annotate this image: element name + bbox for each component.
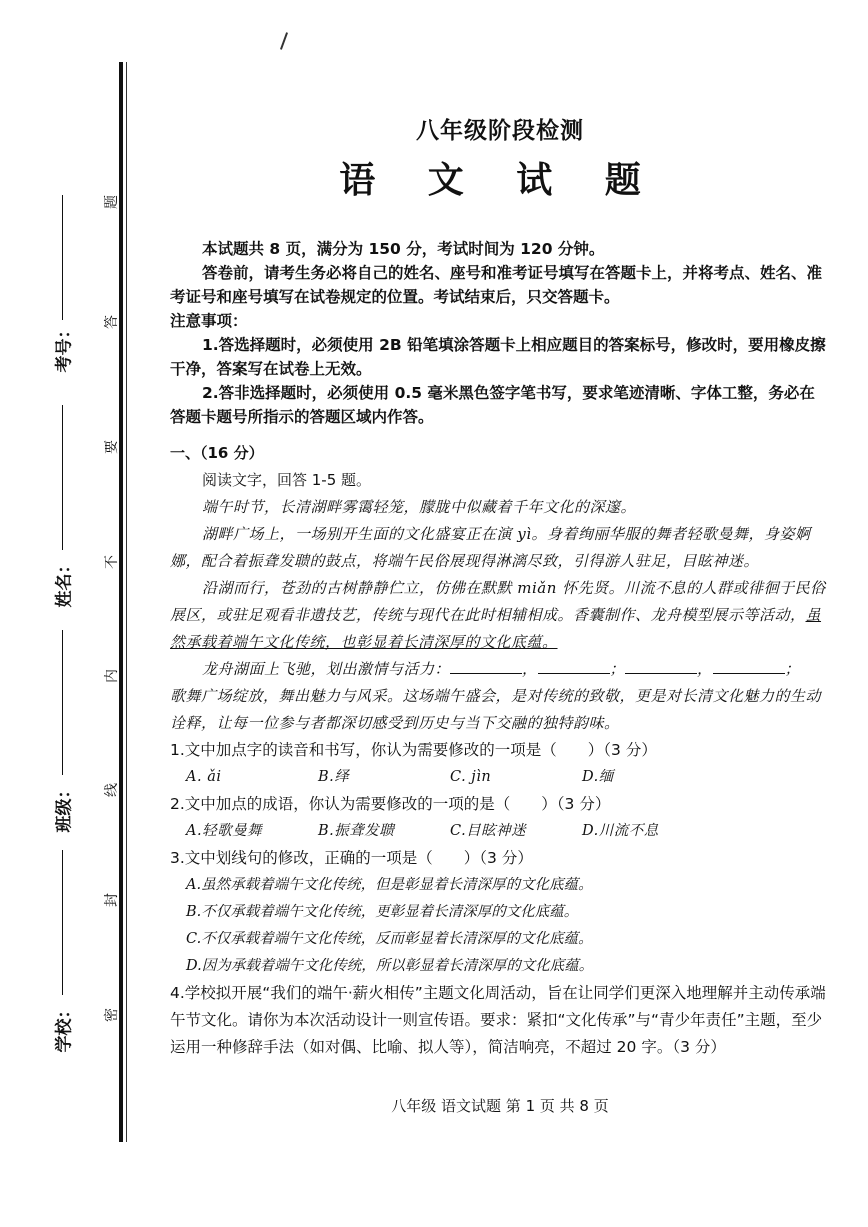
q3-option-c[interactable]: C.不仅承载着端午文化传统，反而彰显着长清深厚的文化底蕴。 <box>186 931 593 947</box>
note-1: 1.答选择题时，必须使用 2B 铅笔填涂答题卡上相应题目的答案标号，修改时，要用橡皮擦干净，答案写在试卷上无效。 <box>170 336 826 378</box>
note-2: 2.答非选择题时，必须使用 0.5 毫米黑色签字笔书写，要求笔迹清晰、字体工整，务必在答题卡题号所指示的答题区域内作答。 <box>170 384 815 426</box>
passage-para-1: 端午时节，长清湖畔雾霭轻笼，朦胧中似藏着千年文化的深邃。 <box>202 498 637 516</box>
name-line <box>62 405 63 550</box>
passage-para-4-lead: 龙舟湖面上飞驰，划出激情与活力： <box>202 660 451 678</box>
notes-title: 注意事项： <box>170 312 248 330</box>
passage-para-4-cont: 歌舞广场绽放，舞出魅力与风采。这场端午盛会，是对传统的致敬，更是对长清文化魅力的生动诠释，让每一位参与者都深切感受到历史与当下交融的独特韵味。 <box>170 687 822 732</box>
question-4: 4.学校拟开展“我们的端午·薪火相传”主题文化周活动，旨在让同学们更深入地理解并主动传承端午节文化。请你为本次活动设计一则宣传语。要求：紧扣“文化传承”与“青少年责任”主题，至少运用一种修辞手法（如对偶、比喻、拟人等），简洁响亮，不超过 20 字。（3 分） <box>170 984 826 1056</box>
school-line <box>62 850 63 995</box>
question-3: 3.文中划线句的修改，正确的一项是（ ）（3 分） <box>170 849 533 867</box>
class-line <box>62 630 63 775</box>
binding-word-5: 内 <box>104 669 120 683</box>
binding-word-8: 密 <box>104 1008 120 1022</box>
q1-option-c[interactable]: C. jìn <box>450 769 492 785</box>
section-instruction: 阅读文字，回答 1-5 题。 <box>202 471 372 489</box>
binding-word-2: 答 <box>104 315 120 329</box>
question-1: 1.文中加点字的读音和书写，你认为需要修改的一项是（ ）（3 分） <box>170 741 657 759</box>
exam-title: 语 文 试 题 <box>339 159 661 201</box>
q2-option-d[interactable]: D.川流不息 <box>582 823 659 839</box>
q3-option-b[interactable]: B.不仅承载着端午文化传统，更彰显着长清深厚的文化底蕴。 <box>186 904 579 920</box>
passage-para-2: 湖畔广场上，一场别开生面的文化盛宴正在演 yì。身着绚丽华服的舞者轻歌曼舞，身姿婀娜，配合着振聋发聩的鼓点，将端午民俗展现得淋漓尽致，引得游人驻足，目眩神迷。 <box>170 525 811 570</box>
q2-option-c[interactable]: C.目眩神迷 <box>450 823 527 839</box>
fill-blank-4[interactable] <box>713 659 785 674</box>
exam-subtitle: 八年级阶段检测 <box>416 117 584 144</box>
school-field <box>48 1001 78 1053</box>
page-footer: 八年级 语文试题 第 1 页 共 8 页 <box>391 1097 609 1115</box>
underlined-sentence: 虽然承载着端午文化传统，也彰显着长清深厚的文化底蕴。 <box>170 606 822 651</box>
exam-summary: 本试题共 8 页，满分为 150 分，考试时间为 120 分钟。 <box>202 240 605 258</box>
q1-option-b[interactable]: B.绎 <box>318 769 350 785</box>
name-field <box>48 556 78 608</box>
q3-option-a[interactable]: A.虽然承载着端午文化传统，但是彰显着长清深厚的文化底蕴。 <box>186 877 593 893</box>
binding-word-3: 要 <box>104 440 120 454</box>
binding-word-6: 线 <box>104 783 120 797</box>
binding-word-1: 题 <box>104 195 120 209</box>
binding-line <box>119 62 123 1142</box>
question-2-options <box>170 818 830 845</box>
question-2: 2.文中加点的成语，你认为需要修改的一项的是（ ）（3 分） <box>170 795 611 813</box>
q3-option-d[interactable]: D.因为承载着端午文化传统，所以彰显着长清深厚的文化底蕴。 <box>186 958 594 974</box>
section-heading: 一、（16 分） <box>170 444 264 462</box>
pre-exam-note: 答卷前，请考生务必将自己的姓名、座号和准考证号填写在答题卡上，并将考点、姓名、准考证号和座号填写在试卷规定的位置。考试结束后，只交答题卡。 <box>170 264 823 306</box>
binding-word-4: 不 <box>104 555 120 569</box>
passage-para-4: 龙舟湖面上飞驰，划出激情与活力： ， ； ， ； <box>202 660 801 678</box>
fill-blank-1[interactable] <box>450 659 522 674</box>
q2-option-a[interactable]: A.轻歌曼舞 <box>186 823 263 839</box>
class-field <box>48 781 78 833</box>
binding-word-7: 封 <box>104 893 120 907</box>
passage-para-3 <box>170 575 830 656</box>
exam-number-label: 考号： <box>54 321 75 373</box>
exam-number-line <box>62 195 63 320</box>
fill-blank-2[interactable] <box>538 659 610 674</box>
q1-option-d[interactable]: D.缅 <box>582 769 614 785</box>
name-label: 姓名： <box>54 556 75 608</box>
exam-number-field <box>48 321 78 373</box>
school-label: 学校： <box>54 1001 75 1053</box>
exam-instructions <box>170 237 828 429</box>
fill-blank-3[interactable] <box>625 659 697 674</box>
binding-line-inner <box>126 62 127 1142</box>
passage-para-3-text: 沿湖而行，苍劲的古树静静伫立，仿佛在默默 miǎn 怀先贤。川流不息的人群或徘徊于民俗展区，或驻足观看非遗技艺，传统与现代在此时相辅相成。香囊制作、龙舟模型展示等活动， <box>170 579 826 624</box>
class-label: 班级： <box>54 781 75 833</box>
q2-option-b[interactable]: B.振聋发聩 <box>318 823 395 839</box>
section-one <box>170 440 830 1061</box>
q1-option-a[interactable]: A. ǎi <box>186 769 222 785</box>
question-1-options <box>170 764 830 791</box>
pen-mark <box>280 32 288 50</box>
